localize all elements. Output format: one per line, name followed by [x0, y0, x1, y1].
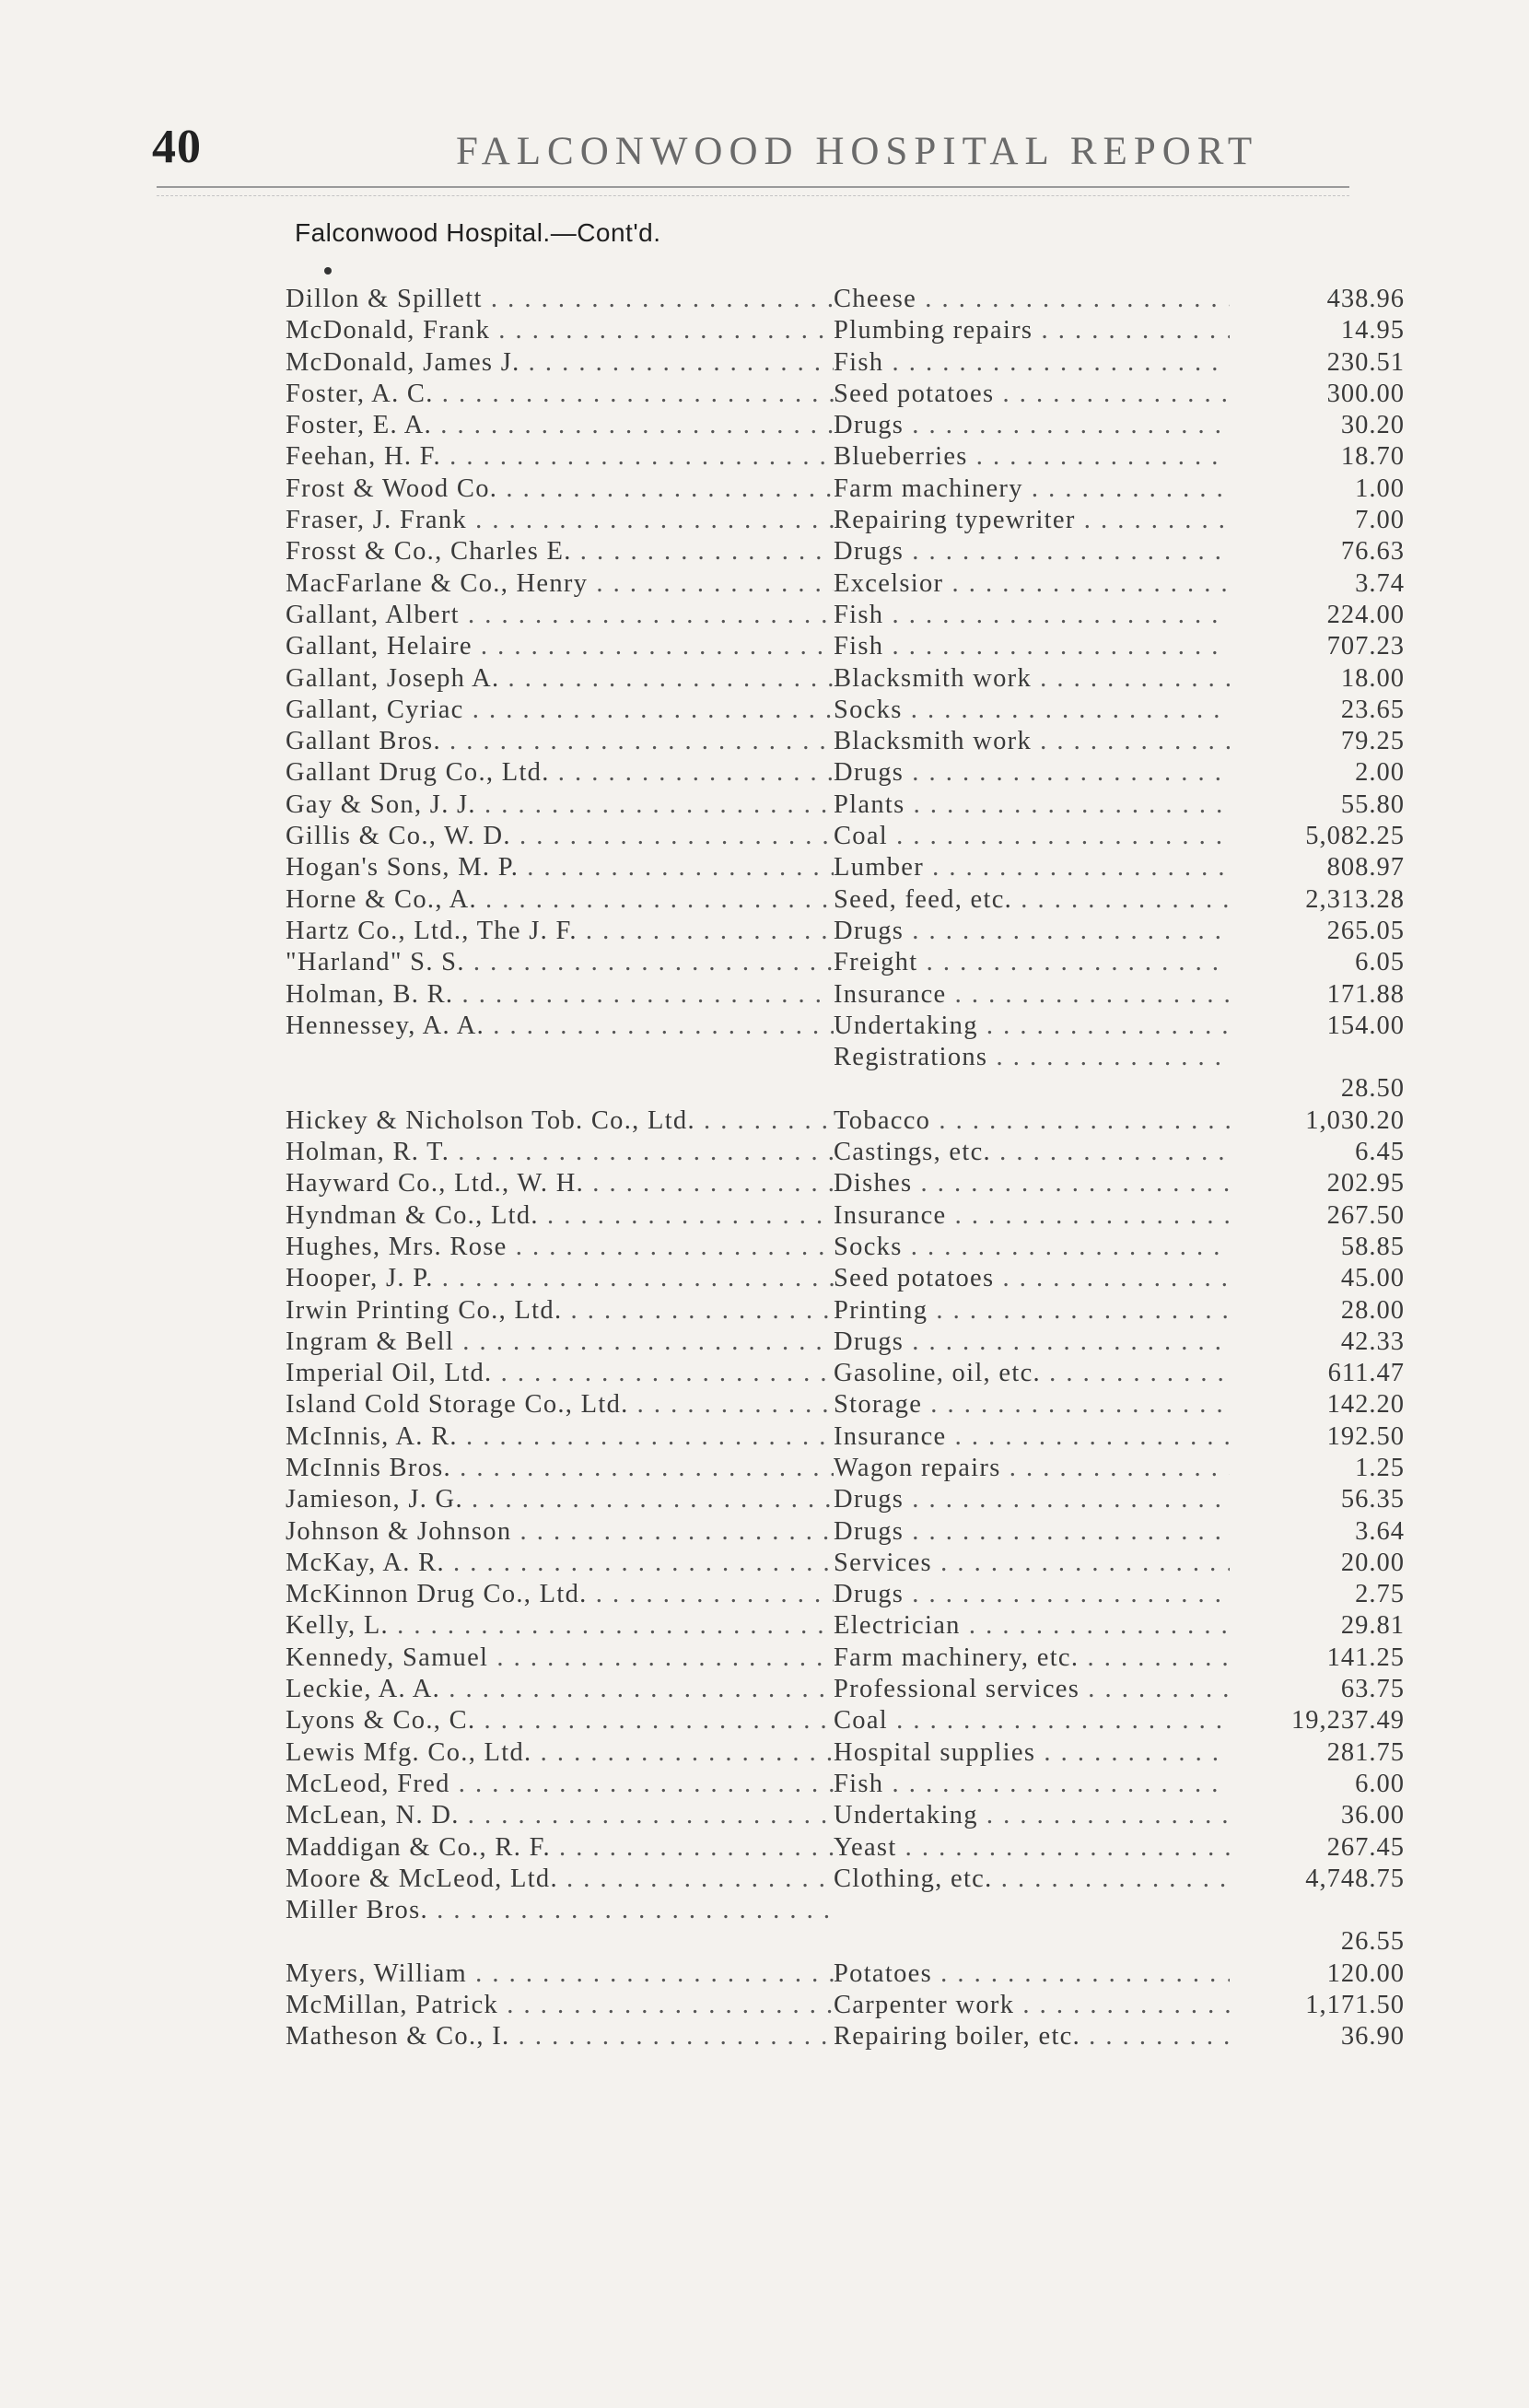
amount: 20.00	[1340, 1548, 1405, 1577]
amount: 18.00	[1340, 663, 1405, 693]
table-row	[286, 2021, 1405, 2052]
payee-name: McLean, N. D. . . .	[286, 1800, 834, 1831]
payee-name: McKay, A. R. . . .	[286, 1548, 834, 1579]
amount: 2.75	[1355, 1580, 1405, 1609]
amount: 267.45	[1326, 1832, 1405, 1862]
table-row	[286, 631, 1405, 662]
payee-name: Feehan, H. F. . . .	[286, 441, 834, 473]
amount: 1,030.20	[1305, 1105, 1405, 1135]
amount: 45.00	[1340, 1264, 1405, 1293]
expense-item: Printing . . .	[834, 1295, 1230, 1327]
payee-name: Hennessey, A. A. . . .	[286, 1011, 834, 1042]
expense-item: Blueberries . . .	[834, 441, 1230, 473]
table-row	[286, 1737, 1405, 1769]
payee-name: Lyons & Co., C. . . .	[286, 1705, 834, 1736]
expense-item: Repairing typewriter . . .	[834, 505, 1230, 536]
table-row	[286, 441, 1405, 473]
payee-name: "Harland" S. S. . . .	[286, 947, 834, 978]
table-row	[286, 1137, 1405, 1168]
amount: 5,082.25	[1305, 822, 1405, 851]
amount: 267.50	[1326, 1200, 1405, 1230]
payee-name: Hickey & Nicholson Tob. Co., Ltd. . . .	[286, 1105, 834, 1137]
payee-name: Hooper, J. P. . . .	[286, 1263, 834, 1294]
expense-item: Seed, feed, etc. . . .	[834, 884, 1230, 916]
payee-name: McInnis Bros. . . .	[286, 1453, 834, 1484]
expense-item: Drugs . . .	[834, 536, 1230, 567]
table-row	[286, 347, 1405, 379]
payee-name: Foster, A. C. . . .	[286, 379, 834, 410]
payee-name: McLeod, Fred . . .	[286, 1769, 834, 1800]
amount: 707.23	[1326, 632, 1405, 661]
expense-item: Coal . . .	[834, 1705, 1230, 1736]
table-row	[286, 1295, 1405, 1327]
amount: 230.51	[1326, 347, 1405, 377]
table-row	[286, 1610, 1405, 1642]
table-row	[286, 695, 1405, 726]
amount: 19,237.49	[1291, 1706, 1405, 1736]
amount: 438.96	[1326, 285, 1405, 313]
amount: 76.63	[1340, 537, 1405, 567]
payee-name: Gay & Son, J. J. . . .	[286, 789, 834, 821]
expense-item: Storage . . .	[834, 1389, 1230, 1420]
payee-name: McInnis, A. R. . . .	[286, 1421, 834, 1453]
table-row	[286, 1421, 1405, 1453]
expense-item: Drugs . . .	[834, 1327, 1230, 1358]
page-number: 40	[152, 121, 202, 173]
expense-item: Clothing, etc. . . .	[834, 1864, 1230, 1895]
payee-name: Miller Bros. . . .	[286, 1895, 834, 1926]
expense-item: Drugs . . .	[834, 1579, 1230, 1610]
amount: 300.00	[1326, 379, 1405, 408]
expense-item: Drugs . . .	[834, 1516, 1230, 1548]
table-row	[286, 1990, 1405, 2021]
expense-item: Drugs . . .	[834, 410, 1230, 441]
table-row	[286, 1484, 1405, 1515]
expense-item: Electrician . . .	[834, 1610, 1230, 1642]
payee-name: Frosst & Co., Charles E. . . .	[286, 536, 834, 567]
table-row	[286, 1895, 1405, 1958]
payee-name: Foster, E. A. . . .	[286, 410, 834, 441]
expense-item: Undertaking . . .	[834, 1011, 1230, 1042]
amount: 808.97	[1326, 853, 1405, 883]
expense-item: Insurance . . .	[834, 979, 1230, 1011]
payee-name: McKinnon Drug Co., Ltd. . . .	[286, 1579, 834, 1610]
payee-name: Irwin Printing Co., Ltd. . . .	[286, 1295, 834, 1327]
expense-item: Plants . . .	[834, 789, 1230, 821]
payee-name: Dillon & Spillett . . .	[286, 284, 834, 315]
expense-item: Dishes . . .	[834, 1168, 1230, 1199]
amount: 141.25	[1326, 1642, 1405, 1672]
amount: 4,748.75	[1305, 1864, 1405, 1893]
expense-item: Fish . . .	[834, 631, 1230, 662]
amount: 120.00	[1326, 1958, 1405, 1988]
expense-item: Fish . . .	[834, 600, 1230, 631]
table-row	[286, 1832, 1405, 1864]
section-title: Falconwood Hospital.—Cont'd.	[295, 218, 661, 247]
amount: 142.20	[1326, 1390, 1405, 1420]
table-row	[286, 568, 1405, 600]
amount: 55.80	[1340, 789, 1405, 819]
amount: 6.05	[1355, 948, 1405, 977]
amount: 3.64	[1355, 1516, 1405, 1546]
table-row	[286, 1864, 1405, 1895]
expense-item: Farm machinery, etc. . . .	[834, 1642, 1230, 1674]
amount: 36.90	[1340, 2022, 1405, 2051]
payee-name: Gallant, Cyriac . . .	[286, 695, 834, 726]
payee-name: Matheson & Co., I. . . .	[286, 2021, 834, 2052]
payee-name: Kelly, L. . . .	[286, 1610, 834, 1642]
payee-name: Gallant Bros. . . .	[286, 726, 834, 757]
payee-name: Hayward Co., Ltd., W. H. . . .	[286, 1168, 834, 1199]
table-row	[286, 1168, 1405, 1199]
expense-item: Freight . . .	[834, 947, 1230, 978]
expense-item: Services . . .	[834, 1548, 1230, 1579]
table-row	[286, 1389, 1405, 1420]
table-row	[286, 1579, 1405, 1610]
expense-item: Tobacco . . .	[834, 1105, 1230, 1137]
amount: 29.81	[1340, 1611, 1405, 1641]
table-row	[286, 1358, 1405, 1389]
amount: 28.00	[1340, 1295, 1405, 1325]
amount: 224.00	[1326, 600, 1405, 629]
amount: 14.95	[1340, 316, 1405, 345]
expense-item: Gasoline, oil, etc. . . .	[834, 1358, 1230, 1389]
expense-item: Hospital supplies . . .	[834, 1737, 1230, 1769]
payee-name: Jamieson, J. G. . . .	[286, 1484, 834, 1515]
table-row	[286, 1642, 1405, 1674]
payee-name: Imperial Oil, Ltd. . . .	[286, 1358, 834, 1389]
table-row	[286, 1516, 1405, 1548]
expense-item: Insurance . . .	[834, 1200, 1230, 1232]
payee-name: McDonald, Frank . . .	[286, 315, 834, 346]
table-row	[286, 505, 1405, 536]
table-row	[286, 821, 1405, 852]
table-row	[286, 536, 1405, 567]
amount: 2,313.28	[1305, 884, 1405, 914]
table-row	[286, 410, 1405, 441]
expense-item: Insurance . . .	[834, 1421, 1230, 1453]
amount: 42.33	[1340, 1327, 1405, 1356]
table-row	[286, 1800, 1405, 1831]
payee-name: Gallant Drug Co., Ltd. . . .	[286, 757, 834, 789]
expense-item: Socks . . .	[834, 1232, 1230, 1263]
amount: 18.70	[1340, 442, 1405, 472]
table-row	[286, 1232, 1405, 1263]
expense-item: Blacksmith work . . .	[834, 726, 1230, 757]
expense-item: Socks . . .	[834, 695, 1230, 726]
expense-item: Coal . . .	[834, 821, 1230, 852]
bullet-mark	[324, 267, 332, 275]
amount: 1,171.50	[1305, 1991, 1405, 2020]
payee-name: Myers, William . . .	[286, 1958, 834, 1990]
amount: 1.00	[1355, 473, 1405, 503]
table-row	[286, 1327, 1405, 1358]
table-row	[286, 600, 1405, 631]
amount: 1.25	[1355, 1453, 1405, 1482]
payee-name: Hartz Co., Ltd., The J. F. . . .	[286, 916, 834, 947]
expense-item: Carpenter work . . .	[834, 1990, 1230, 2021]
payee-name: Holman, R. T. . . .	[286, 1137, 834, 1168]
table-row	[286, 379, 1405, 410]
table-row	[286, 884, 1405, 916]
expense-item: Fish . . .	[834, 1769, 1230, 1800]
payee-name: Island Cold Storage Co., Ltd. . . .	[286, 1389, 834, 1420]
amount: 58.85	[1340, 1232, 1405, 1261]
amount: 281.75	[1326, 1737, 1405, 1767]
expense-item: Potatoes . . .	[834, 1958, 1230, 1990]
payee-name: Leckie, A. A. . . .	[286, 1674, 834, 1705]
table-row	[286, 1200, 1405, 1232]
expense-item: Excelsior . . .	[834, 568, 1230, 600]
amount: 7.00	[1355, 506, 1405, 535]
running-title: FALCONWOOD HOSPITAL REPORT	[456, 130, 1259, 173]
expense-item: Drugs . . .	[834, 757, 1230, 789]
payee-name: Moore & McLeod, Ltd. . . .	[286, 1864, 834, 1895]
table-row	[286, 1674, 1405, 1705]
amount: 2.00	[1355, 758, 1405, 788]
table-row	[286, 1453, 1405, 1484]
amount: 171.88	[1326, 979, 1405, 1009]
amount: 30.20	[1340, 411, 1405, 440]
expense-item: Farm machinery . . .	[834, 473, 1230, 505]
expense-item: Professional services . . .	[834, 1674, 1230, 1705]
amount: 192.50	[1326, 1421, 1405, 1451]
expense-item: Fish . . .	[834, 347, 1230, 379]
amount: 79.25	[1340, 727, 1405, 756]
expense-item: Wagon repairs . . .	[834, 1453, 1230, 1484]
expense-item: Drugs . . .	[834, 916, 1230, 947]
amount: 611.47	[1327, 1359, 1405, 1388]
expense-item: Castings, etc. . . .	[834, 1137, 1230, 1168]
table-row	[286, 1042, 1405, 1105]
payee-name: Maddigan & Co., R. F. . . .	[286, 1832, 834, 1864]
table-row	[286, 852, 1405, 883]
expense-list	[286, 284, 1405, 2053]
expense-item: Undertaking . . .	[834, 1800, 1230, 1831]
table-row	[286, 1011, 1405, 1042]
amount: 63.75	[1340, 1675, 1405, 1704]
table-row	[286, 1548, 1405, 1579]
expense-item: Plumbing repairs . . .	[834, 315, 1230, 346]
table-row	[286, 1705, 1405, 1736]
table-row	[286, 1958, 1405, 1990]
amount: 6.45	[1355, 1138, 1405, 1167]
table-row	[286, 284, 1405, 315]
payee-name: Gallant, Albert . . .	[286, 600, 834, 631]
payee-name: MacFarlane & Co., Henry . . .	[286, 568, 834, 600]
table-row	[286, 663, 1405, 695]
table-row	[286, 947, 1405, 978]
expense-item: Blacksmith work . . .	[834, 663, 1230, 695]
table-row	[286, 1263, 1405, 1294]
table-row	[286, 789, 1405, 821]
payee-name: Holman, B. R. . . .	[286, 979, 834, 1011]
amount: 36.00	[1340, 1801, 1405, 1830]
amount: 26.55	[1340, 1927, 1405, 1957]
payee-name: Hughes, Mrs. Rose . . .	[286, 1232, 834, 1263]
payee-name: Fraser, J. Frank . . .	[286, 505, 834, 536]
amount: 23.65	[1340, 695, 1405, 724]
table-row	[286, 757, 1405, 789]
header-rule	[157, 186, 1349, 188]
table-row	[286, 1105, 1405, 1137]
payee-name: Hyndman & Co., Ltd. . . .	[286, 1200, 834, 1232]
payee-name: Gallant, Joseph A. . . .	[286, 663, 834, 695]
expense-item: Seed potatoes . . .	[834, 1263, 1230, 1294]
header-rule-secondary	[157, 195, 1349, 196]
table-row	[286, 1769, 1405, 1800]
payee-name: Gillis & Co., W. D. . . .	[286, 821, 834, 852]
table-row	[286, 916, 1405, 947]
amount: 56.35	[1340, 1485, 1405, 1514]
expense-item: Yeast . . .	[834, 1832, 1230, 1864]
payee-name: Kennedy, Samuel . . .	[286, 1642, 834, 1674]
expense-item: Registrations . . .	[834, 1042, 1230, 1073]
table-row	[286, 473, 1405, 505]
table-row	[286, 979, 1405, 1011]
payee-name: Gallant, Helaire . . .	[286, 631, 834, 662]
expense-item: Seed potatoes . . .	[834, 379, 1230, 410]
expense-item: Drugs . . .	[834, 1484, 1230, 1515]
payee-name: Ingram & Bell . . .	[286, 1327, 834, 1358]
payee-name: Hogan's Sons, M. P. . . .	[286, 852, 834, 883]
expense-item: Repairing boiler, etc. . . .	[834, 2021, 1230, 2052]
expense-item: Lumber . . .	[834, 852, 1230, 883]
expense-item: Cheese . . .	[834, 284, 1230, 315]
table-row	[286, 726, 1405, 757]
payee-name: McDonald, James J. . . .	[286, 347, 834, 379]
amount: 3.74	[1355, 568, 1405, 598]
table-row	[286, 315, 1405, 346]
payee-name: Horne & Co., A. . . .	[286, 884, 834, 916]
amount: 202.95	[1326, 1169, 1405, 1198]
amount: 154.00	[1326, 1011, 1405, 1040]
amount: 6.00	[1355, 1769, 1405, 1798]
payee-name: Frost & Wood Co. . . .	[286, 473, 834, 505]
payee-name: McMillan, Patrick . . .	[286, 1990, 834, 2021]
payee-name: Lewis Mfg. Co., Ltd. . . .	[286, 1737, 834, 1769]
amount: 265.05	[1326, 916, 1405, 945]
amount: 28.50	[1340, 1074, 1405, 1104]
payee-name: Johnson & Johnson . . .	[286, 1516, 834, 1548]
